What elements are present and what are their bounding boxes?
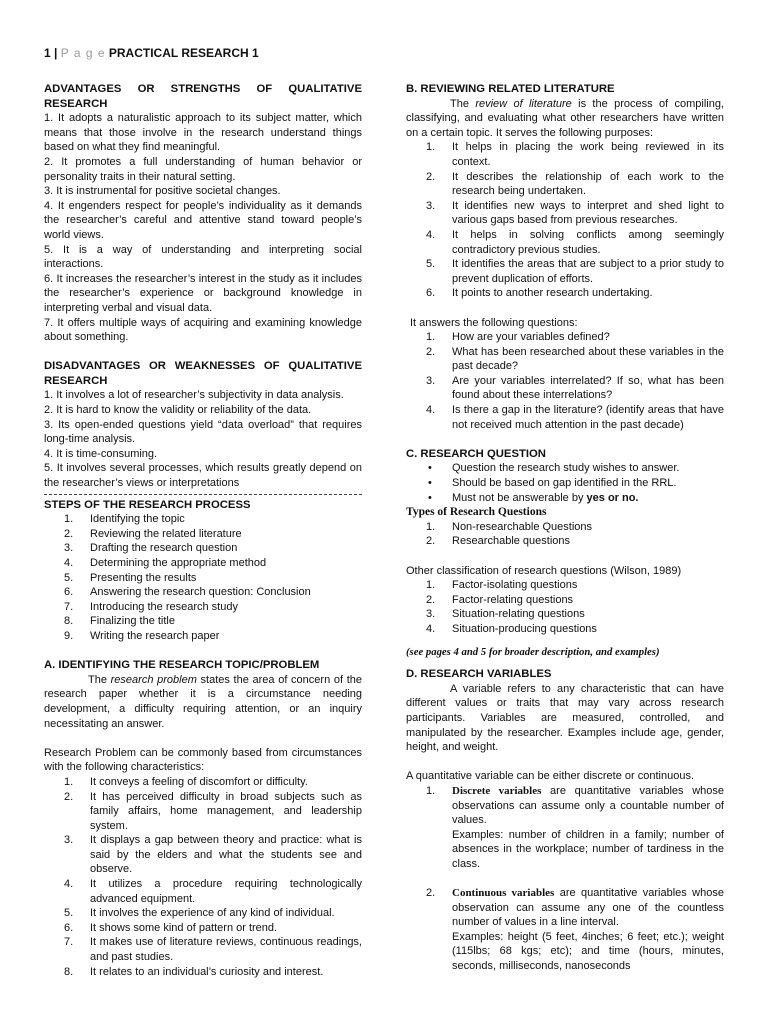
page-word: P a g e	[60, 46, 106, 60]
list-item: 3. It identifies new ways to interpret and shed light to various gaps based from previous researches.	[426, 199, 724, 227]
advantage-item: 3. It is instrumental for positive societal changes.	[44, 185, 281, 198]
dashed-divider	[44, 494, 362, 495]
disadvantages-heading: DISADVANTAGES OR WEAKNESSES OF QUALITATIVE RESEARCH	[44, 360, 362, 387]
questions-list	[406, 330, 724, 432]
list-item: 4. Is there a gap in the literature? (identify areas that have not received much attention in the past decade)	[426, 404, 724, 431]
research-question-bullets	[406, 461, 724, 505]
list-item: 6. It shows some kind of pattern or trend.	[64, 921, 278, 934]
steps-list	[44, 512, 362, 643]
advantage-item: 7. It offers multiple ways of acquiring and examining knowledge about something.	[44, 316, 362, 344]
header-separator: |	[54, 46, 58, 60]
list-item: 2. What has been researched about these variables in the past decade?	[426, 345, 724, 373]
list-item: 3. Drafting the research question	[64, 542, 238, 555]
types-heading: Types of Research Questions	[406, 506, 547, 519]
variables-list-2	[406, 886, 724, 930]
purposes-list	[406, 140, 724, 301]
list-item: 4. Determining the appropriate method	[64, 557, 267, 569]
list-item: 7. Introducing the research study	[64, 600, 238, 613]
list-item: • Should be based on gap identified in the RRL.	[428, 477, 677, 490]
discrete-examples: Examples: number of children in a family; number of absences in the workplace; number of tardiness in the class.	[452, 828, 724, 870]
list-item: 9. Writing the research paper	[64, 629, 220, 642]
advantages-list	[44, 111, 362, 345]
list-item: 1. Factor-isolating questions	[426, 579, 578, 592]
disadvantage-item: 3. Its open-ended questions yield “data overload” that requires long-time analysis.	[44, 418, 362, 446]
disadvantage-item: 2. It is hard to know the validity or reliability of the data.	[44, 404, 312, 417]
variables-list	[406, 784, 724, 828]
advantage-item: 1. It adopts a naturalistic approach to its subject matter, which means that those involve in the research understand things based on what they find meaningful.	[44, 112, 362, 154]
disadvantage-item: 4. It is time-consuming.	[44, 447, 158, 460]
disadvantage-item: 5. It involves several processes, which results greatly depend on the researcher’s views or interpretations	[44, 462, 362, 490]
see-pages-note: (see pages 4 and 5 for broader description, and examples)	[406, 645, 660, 658]
characteristics-list	[44, 775, 362, 979]
quantitative-variable-paragraph: A quantitative variable can be either discrete or continuous.	[406, 770, 695, 783]
list-item: 7. It makes use of literature reviews, continuous readings, and past studies.	[64, 936, 362, 964]
advantage-item: 4. It engenders respect for people’s individuality as it demands the researcher’s careful and attentive stand toward people’s world views.	[44, 199, 362, 241]
list-item: 8. It relates to an individual’s curiosity and interest.	[64, 965, 324, 978]
disadvantages-list	[44, 388, 362, 490]
answers-intro: It answers the following questions:	[410, 316, 578, 329]
section-a-paragraph: The research problem states the area of concern of the research paper whether it is a circumstance needing development, a difficulty requiring attention, or an inquiry necessitating an answer.	[44, 673, 363, 730]
continuous-examples: Examples: height (5 feet, 4inches; 6 feet; etc.); weight (115lbs; 68 kgs; etc); and time (hours, minutes, seconds, milliseconds, nanoseconds	[452, 930, 724, 973]
advantages-heading: ADVANTAGES OR STRENGTHS OF QUALITATIVE RESEARCH	[44, 83, 362, 110]
list-item: 4. It helps in solving conflicts among seemingly contradictory previous studies.	[426, 228, 724, 256]
other-classification-list	[406, 578, 724, 636]
list-item: 2. It describes the relationship of each work to the research being undertaken.	[426, 170, 724, 198]
disadvantage-item: 1. It involves a lot of researcher’s subjectivity in data analysis.	[44, 389, 344, 402]
right-column	[406, 82, 724, 974]
research-problem-paragraph: Research Problem can be commonly based from circumstances with the following characteristics:	[44, 746, 362, 774]
list-item: 1. It conveys a feeling of discomfort or difficulty.	[64, 775, 308, 788]
section-d-heading: D. RESEARCH VARIABLES	[406, 668, 552, 681]
list-item: 5. It involves the experience of any kind of individual.	[64, 907, 335, 920]
advantage-item: 5. It is a way of understanding and interpreting social interactions.	[44, 243, 362, 271]
list-item: 1. Non-researchable Questions	[426, 520, 593, 533]
list-item: 3. Are your variables interrelated? If so, what has been found about these interrelations?	[426, 374, 724, 402]
list-item: 5. Presenting the results	[64, 571, 197, 584]
list-item: 4. It utilizes a procedure requiring technologically advanced equipment.	[64, 878, 362, 905]
list-item: 2. Factor-relating questions	[426, 593, 574, 606]
section-a-heading: A. IDENTIFYING THE RESEARCH TOPIC/PROBLEM	[44, 659, 320, 672]
page-header	[44, 46, 259, 60]
advantage-item: 2. It promotes a full understanding of human behavior or personality traits in their natural setting.	[44, 155, 362, 183]
list-item: 8. Finalizing the title	[64, 615, 175, 628]
document-title: PRACTICAL RESEARCH 1	[108, 46, 259, 60]
list-item: 6. Answering the research question: Conclusion	[64, 586, 311, 599]
list-item: 3. It displays a gap between theory and practice: what is said by the elders and what the students see and observe.	[64, 834, 362, 876]
list-item: 6. It points to another research undertaking.	[426, 287, 653, 300]
list-item: 1. How are your variables defined?	[426, 331, 610, 344]
left-column	[44, 82, 362, 979]
section-c-heading: C. RESEARCH QUESTION	[406, 447, 546, 460]
list-item: • Must not be answerable by yes or no.	[428, 491, 639, 504]
section-b-heading: B. REVIEWING RELATED LITERATURE	[406, 83, 615, 95]
list-item: 4. Situation-producing questions	[426, 622, 597, 635]
list-item: 2. It has perceived difficulty in broad subjects such as family affairs, home management, and leadership system.	[64, 790, 362, 832]
list-item: 5. It identifies the areas that are subject to a prior study to prevent duplication of efforts.	[426, 258, 724, 285]
steps-heading: STEPS OF THE RESEARCH PROCESS	[44, 498, 251, 511]
page-number: 1	[44, 46, 51, 60]
list-item: 2. Researchable questions	[426, 535, 571, 548]
section-b-paragraph: The review of literature is the process of compiling, classifying, and evaluating what other researchers have written on a certain topic. It serves the following purposes:	[406, 97, 724, 139]
types-list	[406, 520, 724, 549]
list-item: 1. Discrete variables are quantitative variables whose observations can assume only a countable number of values.	[426, 784, 724, 827]
list-item: 1. It helps in placing the work being reviewed in its context.	[426, 141, 724, 168]
list-item: • Question the research study wishes to answer.	[428, 462, 680, 475]
list-item: 3. Situation-relating questions	[426, 608, 585, 621]
section-d-paragraph: A variable refers to any characteristic that can have different values or traits that may vary across research participants. Variables are measured, controlled, and manipulated by the researcher. Examples include age, gender, height, and weight.	[406, 682, 724, 754]
list-item: 1. Identifying the topic	[64, 513, 185, 526]
advantage-item: 6. It increases the researcher’s interest in the study as it includes the researcher’s experience or background knowledge in interpreting verbal and visual data.	[44, 272, 362, 314]
list-item: 2. Reviewing the related literature	[64, 527, 242, 540]
list-item: 2. Continuous variables are quantitative variables whose observation can assume any one of the countless number of values in a line interval.	[426, 887, 724, 929]
other-classification: Other classification of research questions (Wilson, 1989)	[406, 564, 682, 577]
